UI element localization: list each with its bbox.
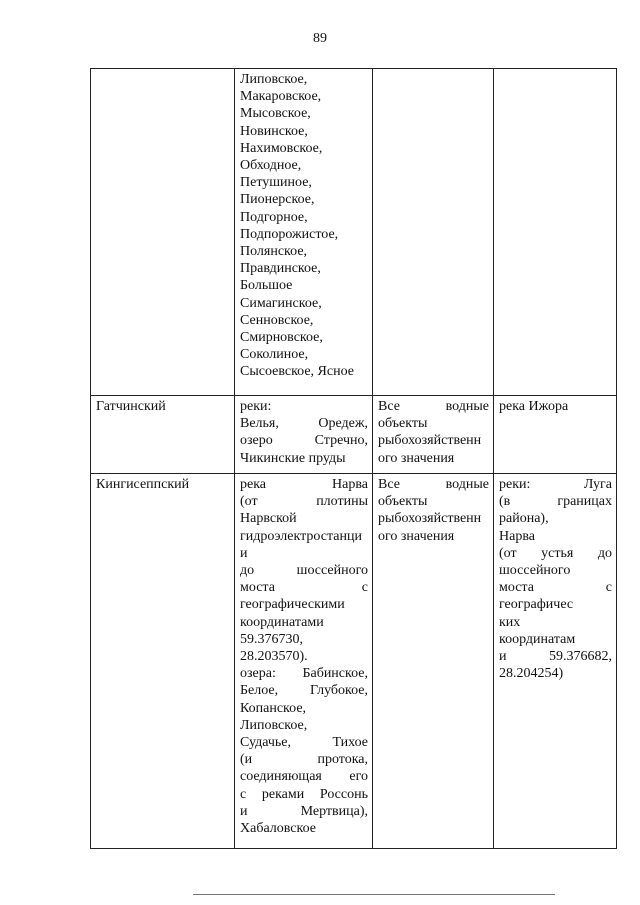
page-number: 89: [313, 31, 327, 46]
water-objects-cell: реки: Велья, Оредеж, озеро Стречно, Чикинские пруды: [235, 396, 373, 474]
exception-cell: реки: Луга (в границах района), Нарва (от устья до шоссейного моста с географичес ких координатам и 59.376682, 28.204254): [494, 474, 617, 849]
fishery-table: [90, 68, 617, 849]
exception-cell: река Ижора: [494, 396, 617, 474]
table-row: [91, 69, 617, 396]
district-cell: Кингисеппский: [91, 474, 235, 849]
table-row: [91, 396, 617, 474]
district-cell: Гатчинский: [91, 396, 235, 474]
bottom-rule: [193, 894, 555, 895]
water-objects-cell: река Нарва (от плотины Нарвской гидроэлектростанци и до шоссейного моста с географическими координатами 59.376730, 28.203570). озера: Бабинское, Белое, Глубокое, Копанское, Липовское, Судачье, Тихое (и протока, соединяющая его с реками Россонь и Мертвица), Хабаловское: [235, 474, 373, 849]
exception-cell: [494, 69, 617, 396]
scope-cell: Все водные объекты рыбохозяйственн ого значения: [373, 474, 494, 849]
scope-cell: Все водные объекты рыбохозяйственн ого значения: [373, 396, 494, 474]
district-cell: [91, 69, 235, 396]
table-row: [91, 474, 617, 849]
scope-cell: [373, 69, 494, 396]
water-objects-cell: Липовское, Макаровское, Мысовское, Новинское, Нахимовское, Обходное, Петушиное, Пионерское, Подгорное, Подпорожистое, Полянское, Правдинское, Большое Симагинское, Сенновское, Смирновское, Соколиное, Сысоевское, Ясное: [235, 69, 373, 396]
